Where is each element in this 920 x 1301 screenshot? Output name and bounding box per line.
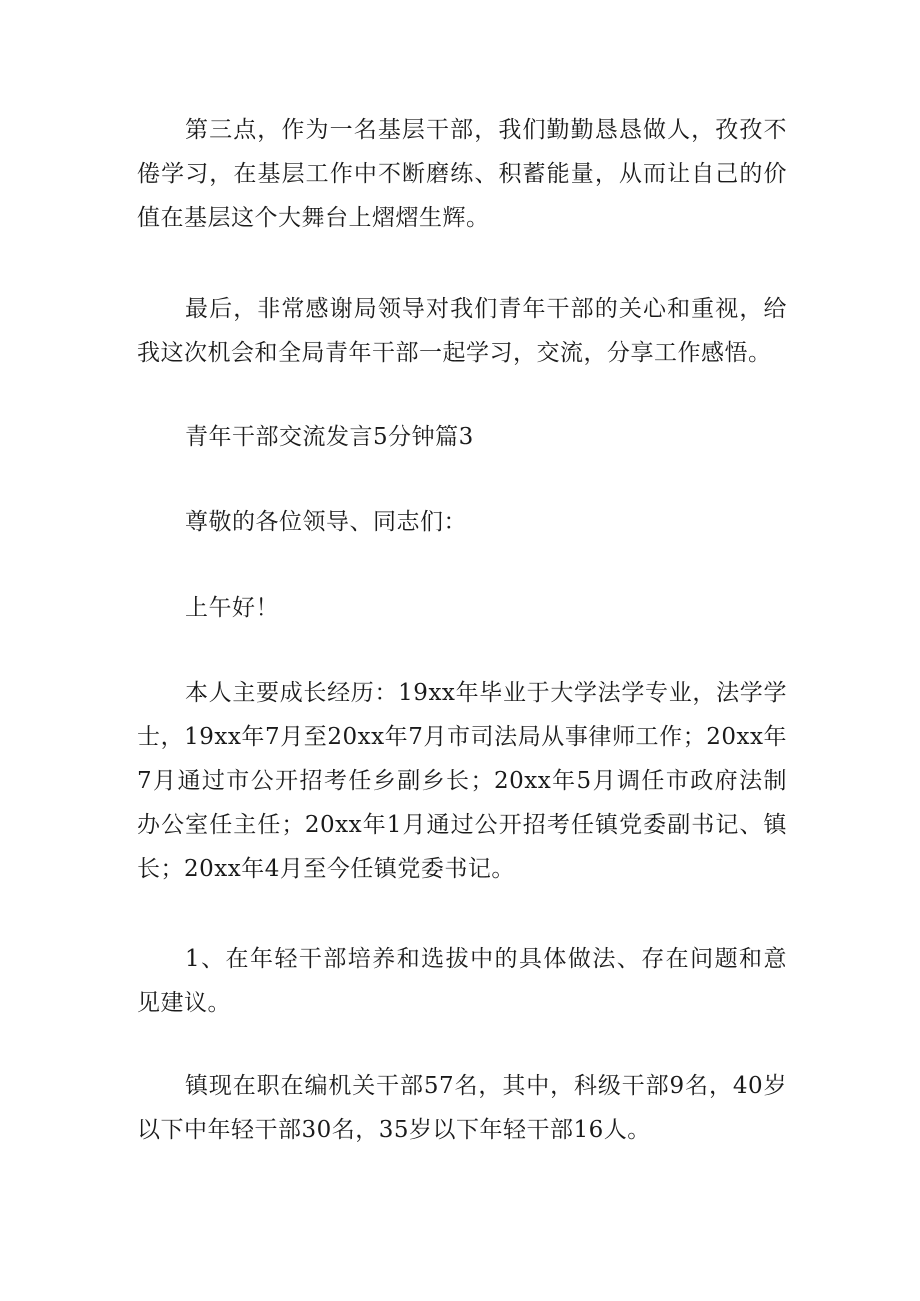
section-heading: 青年干部交流发言5分钟篇3 (185, 424, 474, 450)
paragraph-staff-stats: 镇现在职在编机关干部57名，其中，科级干部9名，40岁以下中年轻干部30名，35岁以下年轻干部16人。 (137, 1073, 787, 1143)
paragraph-closing-thanks: 最后，非常感谢局领导对我们青年干部的关心和重视，给我这次机会和全局青年干部一起学习，交流，分享工作感悟。 (137, 296, 787, 366)
paragraph-career-history: 本人主要成长经历：19xx年毕业于大学法学专业，法学学士，19xx年7月至20xx年7月市司法局从事律师工作；20xx年7月通过市公开招考任乡副乡长；20xx年5月调任市政府法制办公室任主任；20xx年1月通过公开招考任镇党委副书记、镇长；20xx年4月至今任镇党委书记。 (137, 680, 787, 882)
paragraph-greeting: 上午好！ (185, 595, 279, 621)
paragraph-item-one: 1、在年轻干部培养和选拔中的具体做法、存在问题和意见建议。 (137, 946, 787, 1016)
paragraph-salutation: 尊敬的各位领导、同志们： (185, 509, 467, 535)
paragraph-third-point: 第三点，作为一名基层干部，我们勤勤恳恳做人，孜孜不倦学习，在基层工作中不断磨练、积蓄能量，从而让自己的价值在基层这个大舞台上熠熠生辉。 (137, 117, 787, 231)
